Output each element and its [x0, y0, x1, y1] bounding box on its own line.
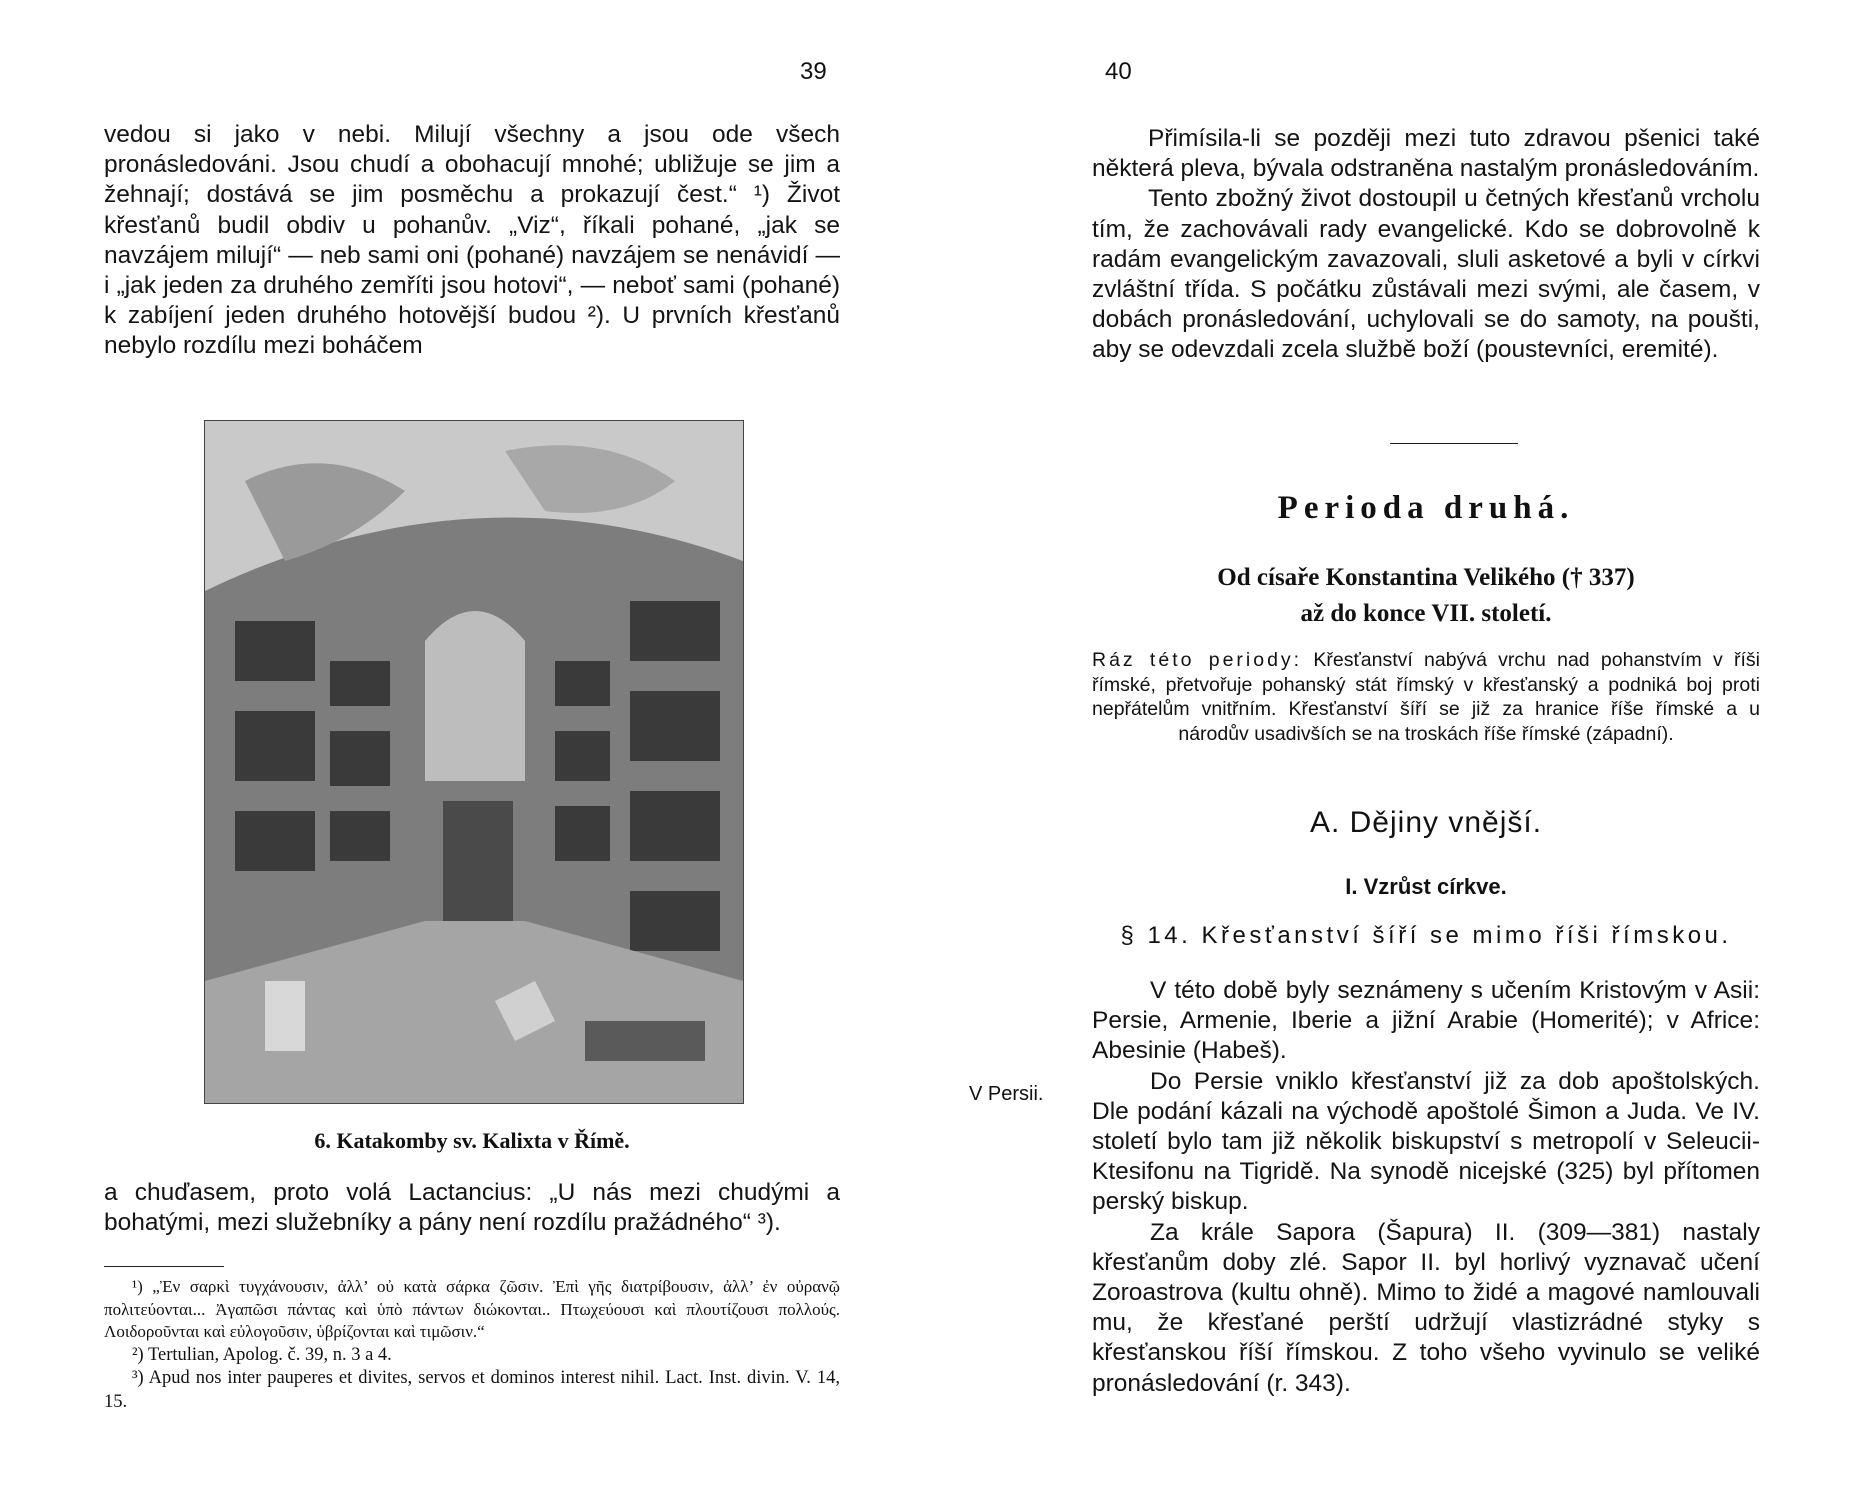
- paragraph: Tento zbožný život dostoupil u četných křesťanů vrcholu tím, že zachovávali rady evangelické. Kdo se dobrovolně k radám evangelickým zavazovali, sluli asketové a byli v církvi zvláštní třída. S počátku zůstávali mezi svými, ale časem, v dobách pronásledování, uchylovali se do samoty, na poušti, aby se odevzdali zcela službě boží (poustevníci, eremité).: [1092, 185, 1760, 364]
- page-number: 39: [800, 58, 827, 85]
- figure-caption: 6. Katakomby sv. Kalixta v Římě.: [314, 1128, 630, 1153]
- period-description: [1092, 648, 1760, 746]
- period-description-text: [1092, 648, 1760, 746]
- period-subtitle: [1092, 560, 1760, 632]
- paragraph: V této době byly seznámeny s učením Kristovým v Asii: Persie, Armenie, Iberie a jižní Arabie (Homerité); v Africe: Abesinie (Habeš).: [1092, 977, 1760, 1065]
- body-text: [1092, 976, 1760, 1399]
- paragraph: Do Persie vniklo křesťanství již za dob apoštolských. Dle podání kázali na východě apoštolé Šimon a Juda. Ve IV. století bylo tam již několik biskupství s metropolí v Seleucii-Ktesifonu na Tigridě. Na synodě nicejské (325) byl přítomen perský biskup.: [1092, 1067, 1760, 1216]
- footnote: ³) Apud nos inter pauperes et divites, servos et dominos interest nihil. Lact. Inst. divin. V. 14, 15.: [104, 1368, 840, 1412]
- section-divider: [1390, 443, 1518, 444]
- right-page: [931, 0, 1862, 1500]
- body-text: [104, 120, 840, 362]
- period-description-body: Křesťanství nabývá vrchu nad pohanstvím v říši římské, přetvořuje pohanský stát římský v křesťanský a podniká boj proti nepřátelům vnitřním. Křesťanství šíří se již za hranice říše římské a u národův usadivších se na troskách říše římské (západní).: [1092, 649, 1760, 745]
- subtitle-line: až do konce VII. století.: [1300, 600, 1552, 627]
- footnote-rule: [104, 1266, 224, 1267]
- footnote: ²) Tertulian, Apolog. č. 39, n. 3 a 4.: [132, 1344, 392, 1365]
- part-title: A. Dějiny vnější.: [1309, 806, 1543, 839]
- body-text: [104, 1178, 840, 1238]
- footnotes: [104, 1276, 840, 1414]
- period-description-label: Ráz této periody:: [1092, 649, 1303, 671]
- page-number: 40: [1105, 58, 1132, 85]
- paragraph: Přimísila-li se později mezi tuto zdravou pšenici také některá pleva, bývala odstraněna nastalým pronásledováním.: [1092, 125, 1760, 183]
- margin-note: V Persii.: [969, 1083, 1044, 1105]
- chapter-title: I. Vzrůst církve.: [1345, 874, 1507, 899]
- footnote: ¹) „Ἐν σαρκὶ τυγχάνουσιν, ἀλλ’ οὐ κατὰ σάρκα ζῶσιν. Ἐπὶ γῆς διατρίβουσιν, ἀλλ’ ἐν οὐρανῷ πολιτεύονται... Ἀγαπῶσι πάντας καὶ ὑπὸ πάντων διώκονται.. Πτωχεύουσι καὶ πλουτίζουσι πολλούς. Λοιδοροῦνται καὶ εὐλογοῦσιν, ὑβρίζονται καὶ τιμῶσιν.“: [104, 1277, 840, 1341]
- subtitle-line: Od císaře Konstantina Velikého († 337): [1217, 564, 1635, 591]
- paragraph-title: § 14. Křesťanství šíří se mimo říši římskou.: [1120, 922, 1732, 949]
- paragraph: vedou si jako v nebi. Milují všechny a jsou ode všech pronásledováni. Jsou chudí a obohacují mnohé; ubližuje se jim a žehnají; dostává se jim posměchu a prokazují čest.“ ¹) Život křesťanů budil obdiv u pohanův. „Viz“, říkali pohané, „jak se navzájem milují“ — neb sami oni (pohané) navzájem se nenávidí — i „jak jeden za druhého zemříti jsou hotovi“, — neboť sami (pohané) k zabíjení jeden druhého hotovější budou ²). U prvních křesťanů nebylo rozdílu mezi boháčem: [104, 121, 840, 360]
- paragraph: a chuďasem, proto volá Lactancius: „U nás mezi chudými a bohatými, mezi služebníky a pány není rozdílu pražádného“ ³).: [104, 1179, 840, 1237]
- catacomb-engraving: [205, 421, 743, 1103]
- body-text: [1092, 124, 1760, 366]
- catacomb-illustration: [204, 420, 744, 1104]
- period-title: Perioda druhá.: [1277, 490, 1575, 526]
- paragraph: Za krále Sapora (Šapura) II. (309—381) nastaly křesťanům doby zlé. Sapor II. byl horlivý vyznavač učení Zoroastrova (kultu ohně). Mimo to židé a magové namlouvali mu, že křesťané perští udržují vlastizrádné styky s křesťanskou říší římskou. Z toho všeho vyvinulo se veliké pronásledování (r. 343).: [1092, 1218, 1760, 1397]
